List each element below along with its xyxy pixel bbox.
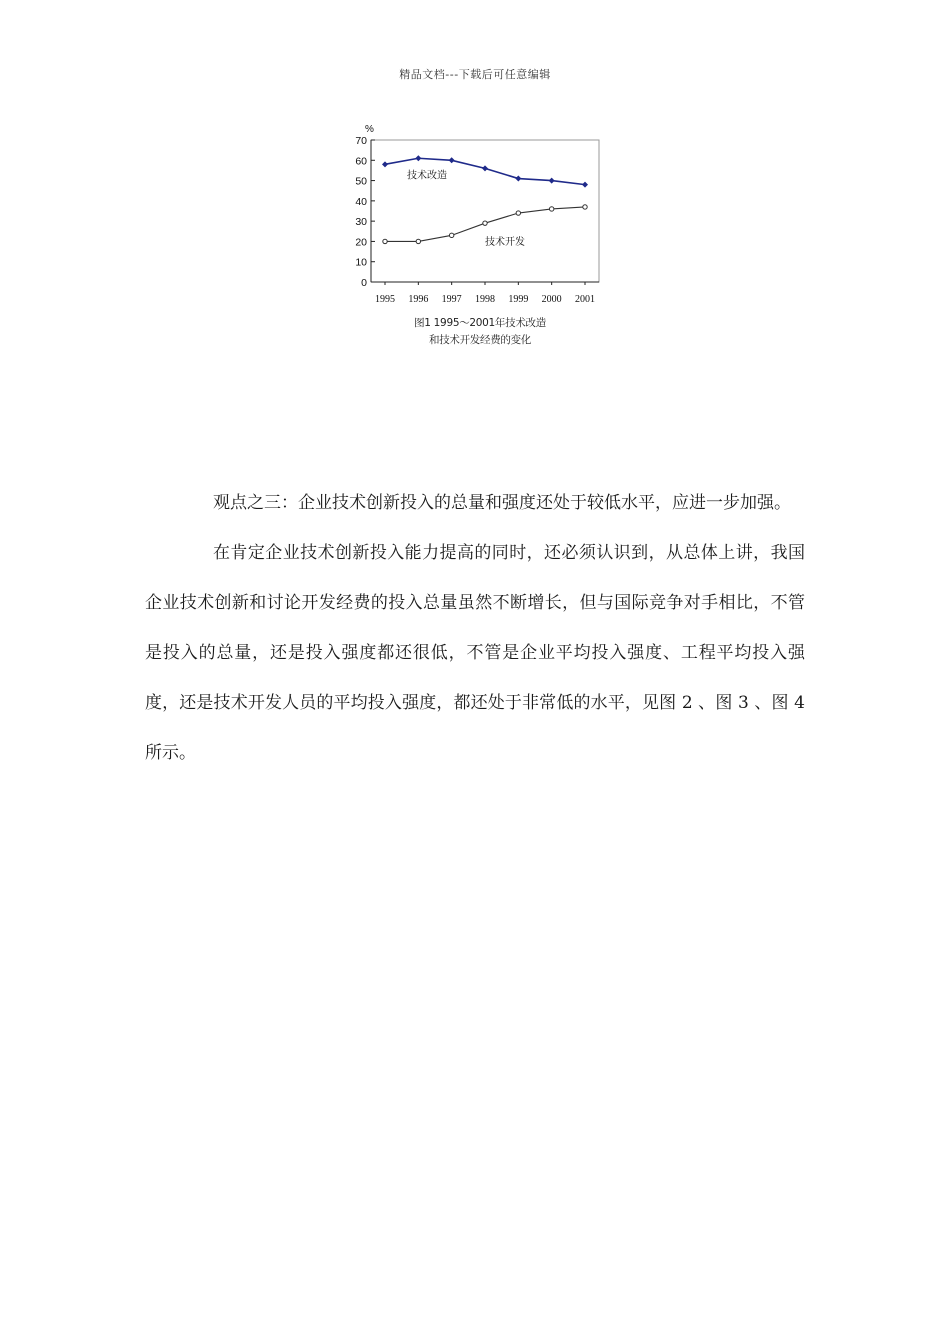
y-tick-label: 70 (355, 135, 367, 147)
data-point-2 (383, 239, 387, 243)
data-point-2 (583, 205, 587, 209)
line-chart (355, 120, 605, 310)
data-point-1 (415, 155, 421, 161)
figure-caption (355, 315, 605, 349)
y-tick-label: 40 (355, 195, 367, 208)
caption-line-1: 图1 1995～2001年技术改造 (414, 317, 546, 329)
data-point-1 (482, 165, 488, 171)
x-tick-label: 2001 (575, 294, 595, 305)
y-axis-unit-label: % (365, 124, 374, 135)
x-tick-label: 1998 (475, 294, 495, 305)
data-point-2 (483, 221, 487, 225)
y-tick-label: 60 (355, 155, 367, 168)
data-point-2 (449, 233, 453, 237)
figure (355, 120, 605, 355)
data-point-1 (515, 176, 521, 182)
y-tick-label: 30 (355, 216, 367, 229)
body-text (145, 478, 805, 778)
y-tick-label: 10 (355, 256, 367, 269)
page-header: 精品文档---下载后可任意编辑 (399, 68, 551, 81)
x-tick-label: 1997 (441, 294, 462, 305)
paragraph-1: 观点之三：企业技术创新投入的总量和强度还处于较低水平，应进一步加强。 (213, 493, 791, 513)
x-tick-label: 2000 (541, 294, 562, 305)
data-point-2 (549, 207, 553, 211)
paragraph-2: 在肯定企业技术创新投入能力提高的同时，还必须认识到，从总体上讲，我国企业技术创新和讨论开发经费的投入总量虽然不断增长，但与国际竞争对手相比，不管是投入的总量，还是投入强度都还很低，不管是企业平均投入强度、工程平均投入强度，还是技术开发人员的平均投入强度，都还处于非常低的水平，见图 2 、图 3 、图 4 所示。 (145, 543, 805, 763)
data-point-2 (416, 239, 420, 243)
data-point-1 (449, 157, 455, 163)
x-tick-label: 1995 (375, 294, 395, 305)
data-point-1 (582, 182, 588, 188)
y-tick-label: 0 (361, 277, 367, 289)
x-tick-label: 1999 (508, 294, 529, 305)
data-point-2 (516, 211, 520, 215)
x-tick-label: 1996 (408, 294, 429, 305)
series-label-1: 技术改造 (407, 170, 447, 182)
y-tick-label: 20 (355, 236, 367, 249)
y-tick-label: 50 (355, 175, 367, 188)
data-point-1 (549, 178, 555, 184)
data-point-1 (382, 161, 388, 167)
caption-line-2: 和技术开发经费的变化 (429, 334, 531, 346)
series-label-2: 技术开发 (485, 237, 525, 249)
